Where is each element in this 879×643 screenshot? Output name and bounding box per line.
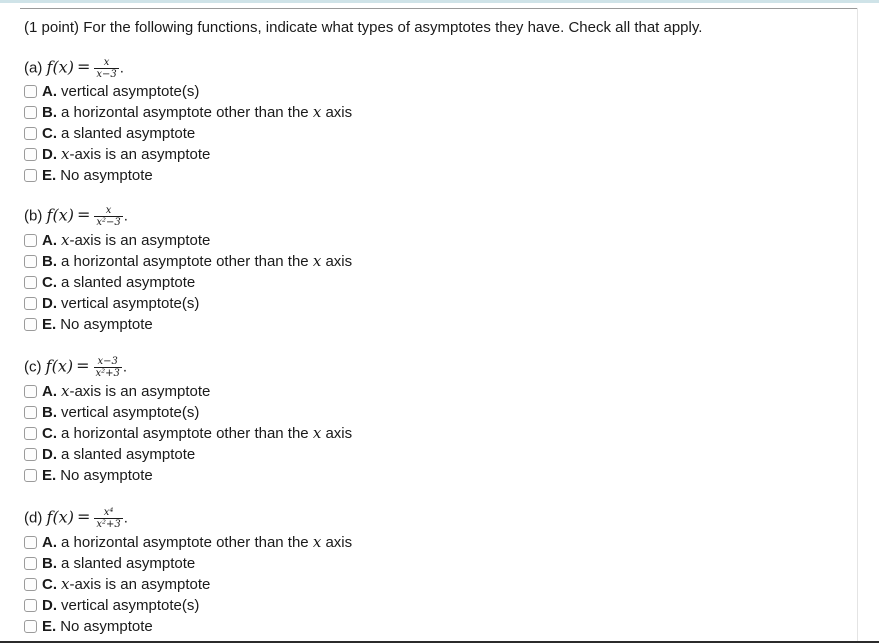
question-b-option-d[interactable] — [24, 293, 199, 313]
numerator: x — [94, 57, 118, 69]
period: . — [123, 207, 128, 225]
option-letter: B. — [42, 403, 57, 421]
math-variable: x — [61, 145, 70, 163]
numerator: x−3 — [94, 356, 122, 368]
option-letter: A. — [42, 533, 57, 551]
option-text: vertical asymptote(s) — [61, 294, 200, 312]
denominator: x²+3 — [96, 519, 121, 530]
checkbox[interactable] — [24, 127, 37, 140]
option-letter: C. — [42, 273, 57, 291]
option-letter: A. — [42, 382, 57, 400]
question-c-option-c[interactable] — [24, 423, 352, 443]
question-label: (c) — [24, 358, 42, 376]
checkbox[interactable] — [24, 599, 37, 612]
question-d-option-e[interactable] — [24, 616, 153, 636]
period: . — [122, 358, 128, 376]
checkbox[interactable] — [24, 557, 37, 570]
option-text: No asymptote — [60, 166, 153, 184]
option-letter: E. — [42, 617, 57, 635]
option-text: No asymptote — [60, 315, 153, 333]
math-variable: x — [312, 252, 322, 270]
checkbox[interactable] — [24, 169, 37, 182]
option-text: -axis is an asymptote — [69, 575, 211, 593]
question-a-option-b[interactable] — [24, 102, 352, 122]
function-name: f(x) — [46, 57, 74, 77]
question-b-option-e[interactable] — [24, 314, 153, 334]
question-b-option-c[interactable] — [24, 272, 195, 292]
fraction — [94, 205, 122, 228]
option-letter: E. — [42, 466, 57, 484]
option-letter: B. — [42, 554, 57, 572]
checkbox[interactable] — [24, 578, 37, 591]
period: . — [123, 509, 128, 527]
denominator: x−3 — [96, 69, 117, 80]
option-text: a horizontal asymptote other than the — [61, 533, 309, 551]
option-text: vertical asymptote(s) — [61, 403, 200, 421]
question-b-option-b[interactable] — [24, 251, 352, 271]
math-variable: x — [312, 103, 322, 121]
option-text: vertical asymptote(s) — [61, 596, 200, 614]
question-a-option-d[interactable] — [24, 144, 210, 164]
checkbox[interactable] — [24, 385, 37, 398]
option-text: -axis is an asymptote — [69, 145, 211, 163]
question-label: (a) — [24, 59, 43, 77]
checkbox[interactable] — [24, 106, 37, 119]
numerator: x⁴ — [94, 507, 122, 519]
question-label: (d) — [24, 509, 43, 527]
option-letter: E. — [42, 315, 57, 333]
question-d-option-a[interactable] — [24, 532, 352, 552]
option-letter: C. — [42, 424, 57, 442]
option-text-after: axis — [325, 533, 353, 551]
checkbox[interactable] — [24, 448, 37, 461]
fraction — [94, 356, 122, 379]
option-letter: D. — [42, 596, 57, 614]
option-text-after: axis — [325, 103, 353, 121]
option-text: a slanted asymptote — [61, 124, 196, 142]
equals-sign: = — [76, 57, 91, 77]
math-variable: x — [312, 424, 322, 442]
question-d-option-c[interactable] — [24, 574, 210, 594]
equals-sign: = — [76, 205, 91, 225]
fraction — [94, 57, 118, 80]
option-letter: D. — [42, 145, 57, 163]
option-text: a slanted asymptote — [61, 445, 196, 463]
option-letter: B. — [42, 103, 57, 121]
option-text: No asymptote — [60, 466, 153, 484]
numerator: x — [94, 205, 122, 217]
checkbox[interactable] — [24, 85, 37, 98]
function-name: f(x) — [45, 356, 74, 376]
period: . — [119, 59, 124, 77]
option-letter: C. — [42, 575, 57, 593]
question-c-option-b[interactable] — [24, 402, 199, 422]
option-letter: B. — [42, 252, 57, 270]
question-a-option-a[interactable] — [24, 81, 199, 101]
denominator: x²−3 — [96, 217, 121, 228]
option-letter: D. — [42, 294, 57, 312]
math-variable: x — [61, 575, 70, 593]
option-text: vertical asymptote(s) — [61, 82, 200, 100]
question-a-title — [24, 57, 124, 80]
question-c-title — [24, 356, 127, 379]
checkbox[interactable] — [24, 276, 37, 289]
option-letter: C. — [42, 124, 57, 142]
option-text: a horizontal asymptote other than the — [61, 424, 309, 442]
function-name: f(x) — [46, 507, 74, 527]
question-label: (b) — [24, 207, 43, 225]
option-text: a horizontal asymptote other than the — [61, 252, 309, 270]
math-variable: x — [312, 533, 322, 551]
math-variable: x — [61, 382, 70, 400]
checkbox[interactable] — [24, 255, 37, 268]
checkbox[interactable] — [24, 148, 37, 161]
option-letter: A. — [42, 231, 57, 249]
option-text: a slanted asymptote — [61, 554, 196, 572]
question-d-option-d[interactable] — [24, 595, 199, 615]
option-text-after: axis — [325, 424, 353, 442]
problem-instructions: (1 point) For the following functions, indicate what types of asymptotes they have. Check all that apply. — [24, 19, 703, 36]
right-divider — [857, 8, 858, 643]
equals-sign: = — [76, 356, 90, 376]
option-letter: D. — [42, 445, 57, 463]
question-b-option-a[interactable] — [24, 230, 210, 250]
math-variable: x — [61, 231, 70, 249]
question-d-option-b[interactable] — [24, 553, 195, 573]
question-c-option-d[interactable] — [24, 444, 195, 464]
option-text-after: axis — [325, 252, 353, 270]
option-text: a horizontal asymptote other than the — [61, 103, 309, 121]
top-accent-bar — [0, 0, 879, 3]
function-name: f(x) — [46, 205, 74, 225]
option-text: -axis is an asymptote — [69, 382, 211, 400]
option-letter: A. — [42, 82, 57, 100]
checkbox[interactable] — [24, 536, 37, 549]
question-c-option-e[interactable] — [24, 465, 153, 485]
denominator: x²+3 — [95, 368, 120, 379]
option-text: a slanted asymptote — [61, 273, 196, 291]
question-d-title — [24, 507, 128, 530]
question-b-title — [24, 205, 128, 228]
question-a-option-e[interactable] — [24, 165, 153, 185]
checkbox[interactable] — [24, 297, 37, 310]
equals-sign: = — [76, 507, 91, 527]
checkbox[interactable] — [24, 469, 37, 482]
fraction — [94, 507, 122, 530]
option-letter: E. — [42, 166, 57, 184]
option-text: No asymptote — [60, 617, 153, 635]
question-c-option-a[interactable] — [24, 381, 210, 401]
top-divider — [20, 8, 858, 9]
question-a-option-c[interactable] — [24, 123, 195, 143]
option-text: -axis is an asymptote — [69, 231, 211, 249]
checkbox[interactable] — [24, 620, 37, 633]
checkbox[interactable] — [24, 318, 37, 331]
checkbox[interactable] — [24, 427, 37, 440]
checkbox[interactable] — [24, 406, 37, 419]
checkbox[interactable] — [24, 234, 37, 247]
